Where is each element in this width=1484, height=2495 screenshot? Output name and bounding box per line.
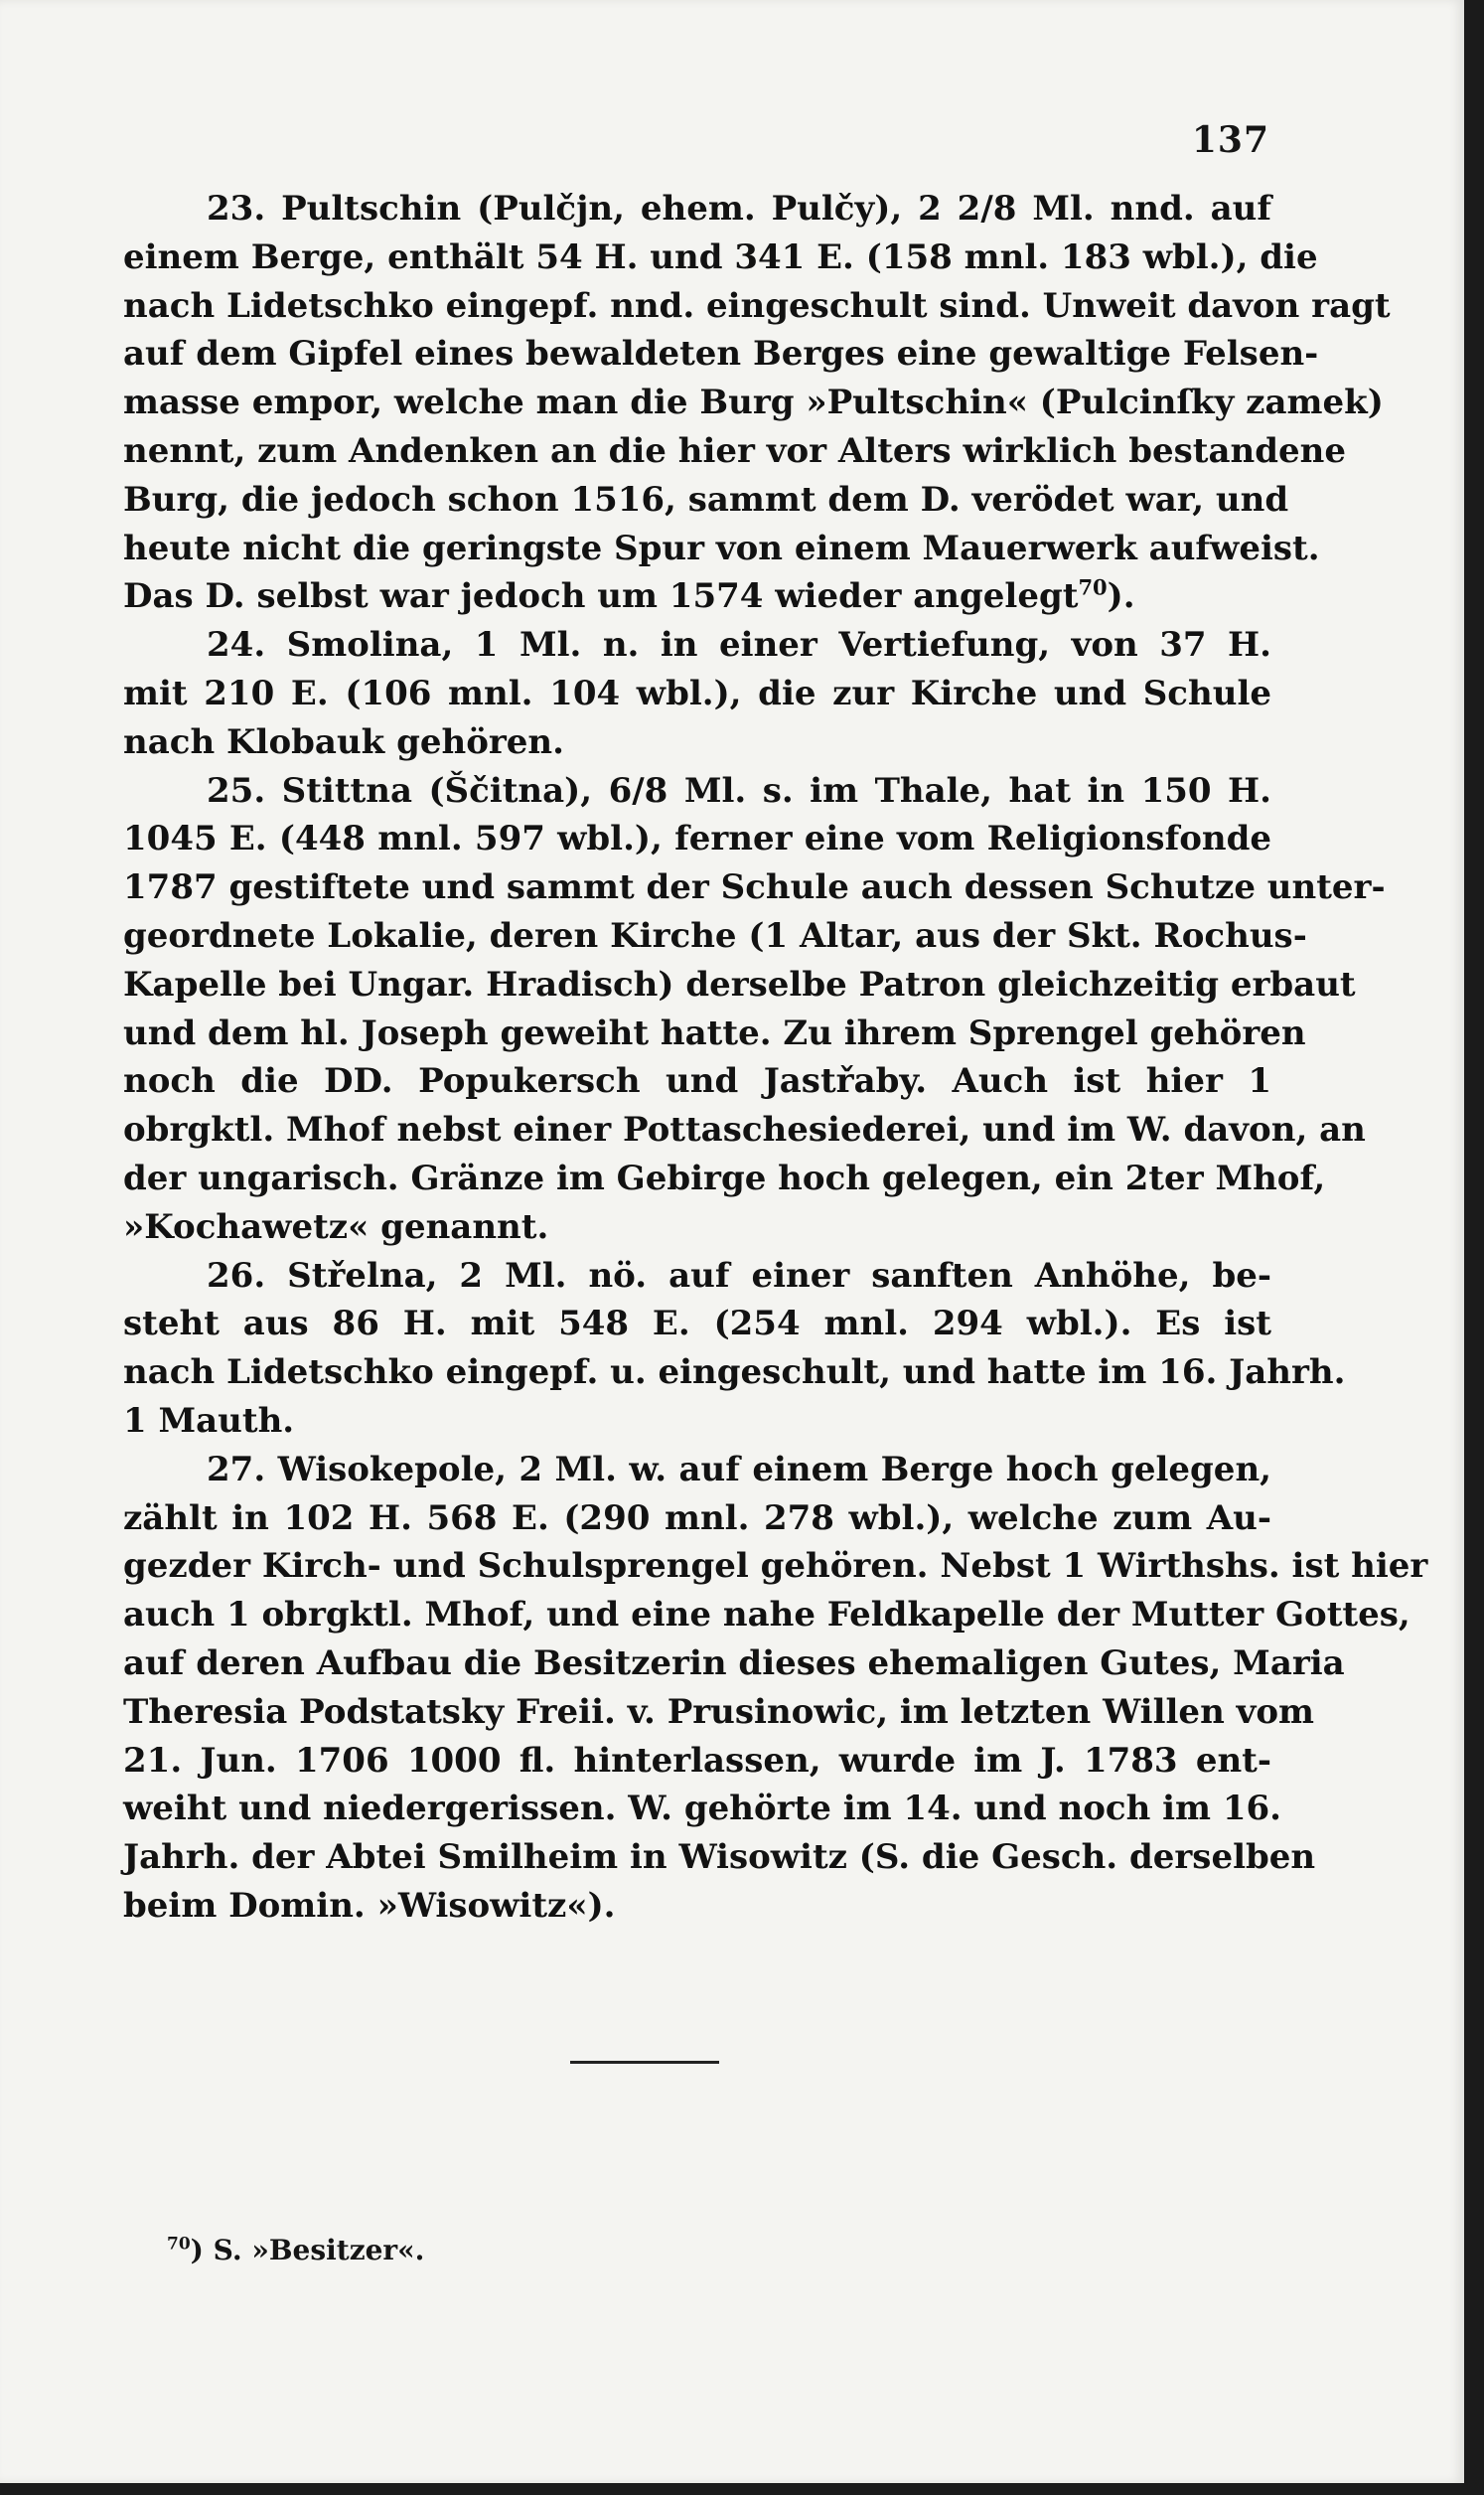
text-line	[123, 282, 1391, 331]
text-line	[123, 1591, 1410, 1639]
line-text: »Kochawetz« genannt.	[123, 1206, 549, 1247]
text-line	[123, 863, 1386, 912]
text-line	[123, 1155, 1326, 1203]
footnote-marker: 70	[167, 2234, 191, 2255]
line-text: 1045 E. (448 mnl. 597 wbl.), ferner eine vom Religionsfonde	[123, 819, 1271, 859]
line-text: beim Domin. »Wisowitz«).	[123, 1885, 616, 1926]
text-line	[123, 1688, 1315, 1737]
text-line	[123, 330, 1319, 379]
line-text: heute nicht die geringste Spur von einem Mauerwerk aufweist.	[123, 528, 1320, 568]
line-text: weiht und niedergerissen. W. gehörte im 14. und noch im 16.	[123, 1789, 1282, 1829]
text-line	[123, 1833, 1316, 1882]
line-text: der ungarisch. Gränze im Gebirge hoch gelegen, ein 2ter Mhof,	[123, 1158, 1326, 1198]
text-line	[123, 1397, 1271, 1446]
text-line	[123, 1010, 1306, 1058]
text-line	[123, 1446, 1271, 1494]
text-line	[123, 718, 1271, 767]
line-text: 26. Střelna, 2 Ml. nö. auf einer sanften Anhöhe, be-	[207, 1255, 1271, 1296]
line-text: 23. Pultschin (Pulčjn, ehem. Pulčy), 2 2/8 Ml. nnd. auf	[207, 189, 1271, 229]
line-text: auf deren Aufbau die Besitzerin dieses ehemaligen Gutes, Maria	[123, 1642, 1345, 1683]
main-text	[123, 185, 1428, 1931]
text-line	[123, 912, 1307, 961]
line-text: obrgktl. Mhof nebst einer Pottaschesiederei, und im W. davon, an	[123, 1110, 1366, 1151]
text-line	[123, 1252, 1271, 1301]
text-line	[123, 961, 1356, 1010]
text-line	[123, 767, 1271, 816]
line-text: Burg, die jedoch schon 1516, sammt dem D. verödet war, und	[123, 479, 1289, 520]
line-text: Theresia Podstatsky Freii. v. Prusinowic, im letzten Willen vom	[123, 1691, 1315, 1732]
text-line	[123, 379, 1384, 427]
text-line	[123, 427, 1346, 476]
text-line	[123, 1300, 1271, 1348]
text-line	[123, 621, 1271, 670]
line-text: nach Lidetschko eingepf. nnd. eingeschult sind. Unweit davon ragt	[123, 285, 1391, 326]
text-line	[123, 1542, 1428, 1591]
line-text: masse empor, welche man die Burg »Pultschin« (Pulcinſky zamek)	[123, 383, 1384, 423]
line-text: 25. Stittna (Ščitna), 6/8 Ml. s. im Thale, hat in 150 H.	[207, 770, 1271, 811]
footnote	[167, 2234, 424, 2266]
text-line	[123, 185, 1271, 234]
line-text: 24. Smolina, 1 Ml. n. in einer Vertiefung, von 37 H.	[207, 625, 1271, 666]
line-text: 21. Jun. 1706 1000 fl. hinterlassen, wurde im J. 1783 ent-	[123, 1740, 1271, 1781]
line-text: und dem hl. Joseph geweiht hatte. Zu ihrem Sprengel gehören	[123, 1013, 1306, 1053]
text-line	[123, 234, 1318, 282]
line-text: nennt, zum Andenken an die hier vor Alters wirklich bestandene	[123, 430, 1346, 471]
line-text: Jahrh. der Abtei Smilheim in Wisowitz (S. die Gesch. derselben	[123, 1837, 1316, 1878]
line-text: steht aus 86 H. mit 548 E. (254 mnl. 294 wbl.). Es ist	[123, 1304, 1271, 1344]
line-text: Kapelle bei Ungar. Hradisch) derselbe Patron gleichzeitig erbaut	[123, 964, 1356, 1005]
line-text: mit 210 E. (106 mnl. 104 wbl.), die zur Kirche und Schule	[123, 673, 1271, 713]
text-line	[123, 1737, 1271, 1786]
line-text: auch 1 obrgktl. Mhof, und eine nahe Feldkapelle der Mutter Gottes,	[123, 1595, 1410, 1636]
text-line	[123, 1639, 1345, 1688]
text-line	[123, 525, 1320, 573]
line-text: 27. Wisokepole, 2 Ml. w. auf einem Berge hoch gelegen,	[207, 1449, 1271, 1489]
line-text: Das D. selbst war jedoch um 1574 wieder angelegt	[123, 576, 1079, 617]
line-text: 1 Mauth.	[123, 1400, 295, 1441]
line-text: 1787 gestiftete und sammt der Schule auch dessen Schutze unter-	[123, 867, 1386, 908]
footnote-reference: 70	[1078, 575, 1108, 601]
line-text: noch die DD. Popukersch und Jastřaby. Auch ist hier 1	[123, 1061, 1271, 1102]
text-line	[123, 1203, 1271, 1252]
text-line	[123, 1057, 1271, 1106]
line-text: zählt in 102 H. 568 E. (290 mnl. 278 wbl.), welche zum Au-	[123, 1497, 1271, 1538]
line-text: nach Klobauk gehören.	[123, 721, 564, 762]
text-line	[123, 1785, 1282, 1833]
line-text: einem Berge, enthält 54 H. und 341 E. (158 mnl. 183 wbl.), die	[123, 236, 1318, 277]
line-tail: ).	[1107, 576, 1135, 617]
text-line	[123, 572, 1271, 621]
footnote-text: ) S. »Besitzer«.	[190, 2234, 425, 2266]
line-text: geordnete Lokalie, deren Kirche (1 Altar, aus der Skt. Rochus-	[123, 915, 1307, 956]
text-line	[123, 1106, 1366, 1155]
text-line	[123, 815, 1271, 863]
line-text: auf dem Gipfel eines bewaldeten Berges eine gewaltige Felsen-	[123, 334, 1319, 375]
page-number: 137	[1191, 119, 1269, 161]
footnote-separator	[570, 2061, 719, 2064]
text-line	[123, 476, 1289, 525]
text-line	[123, 670, 1271, 718]
text-line	[123, 1494, 1271, 1543]
line-text: nach Lidetschko eingepf. u. eingeschult, und hatte im 16. Jahrh.	[123, 1352, 1346, 1393]
line-text: gezder Kirch- und Schulsprengel gehören. Nebst 1 Wirthshs. ist hier	[123, 1546, 1428, 1587]
text-line	[123, 1348, 1346, 1397]
text-line	[123, 1882, 1271, 1931]
